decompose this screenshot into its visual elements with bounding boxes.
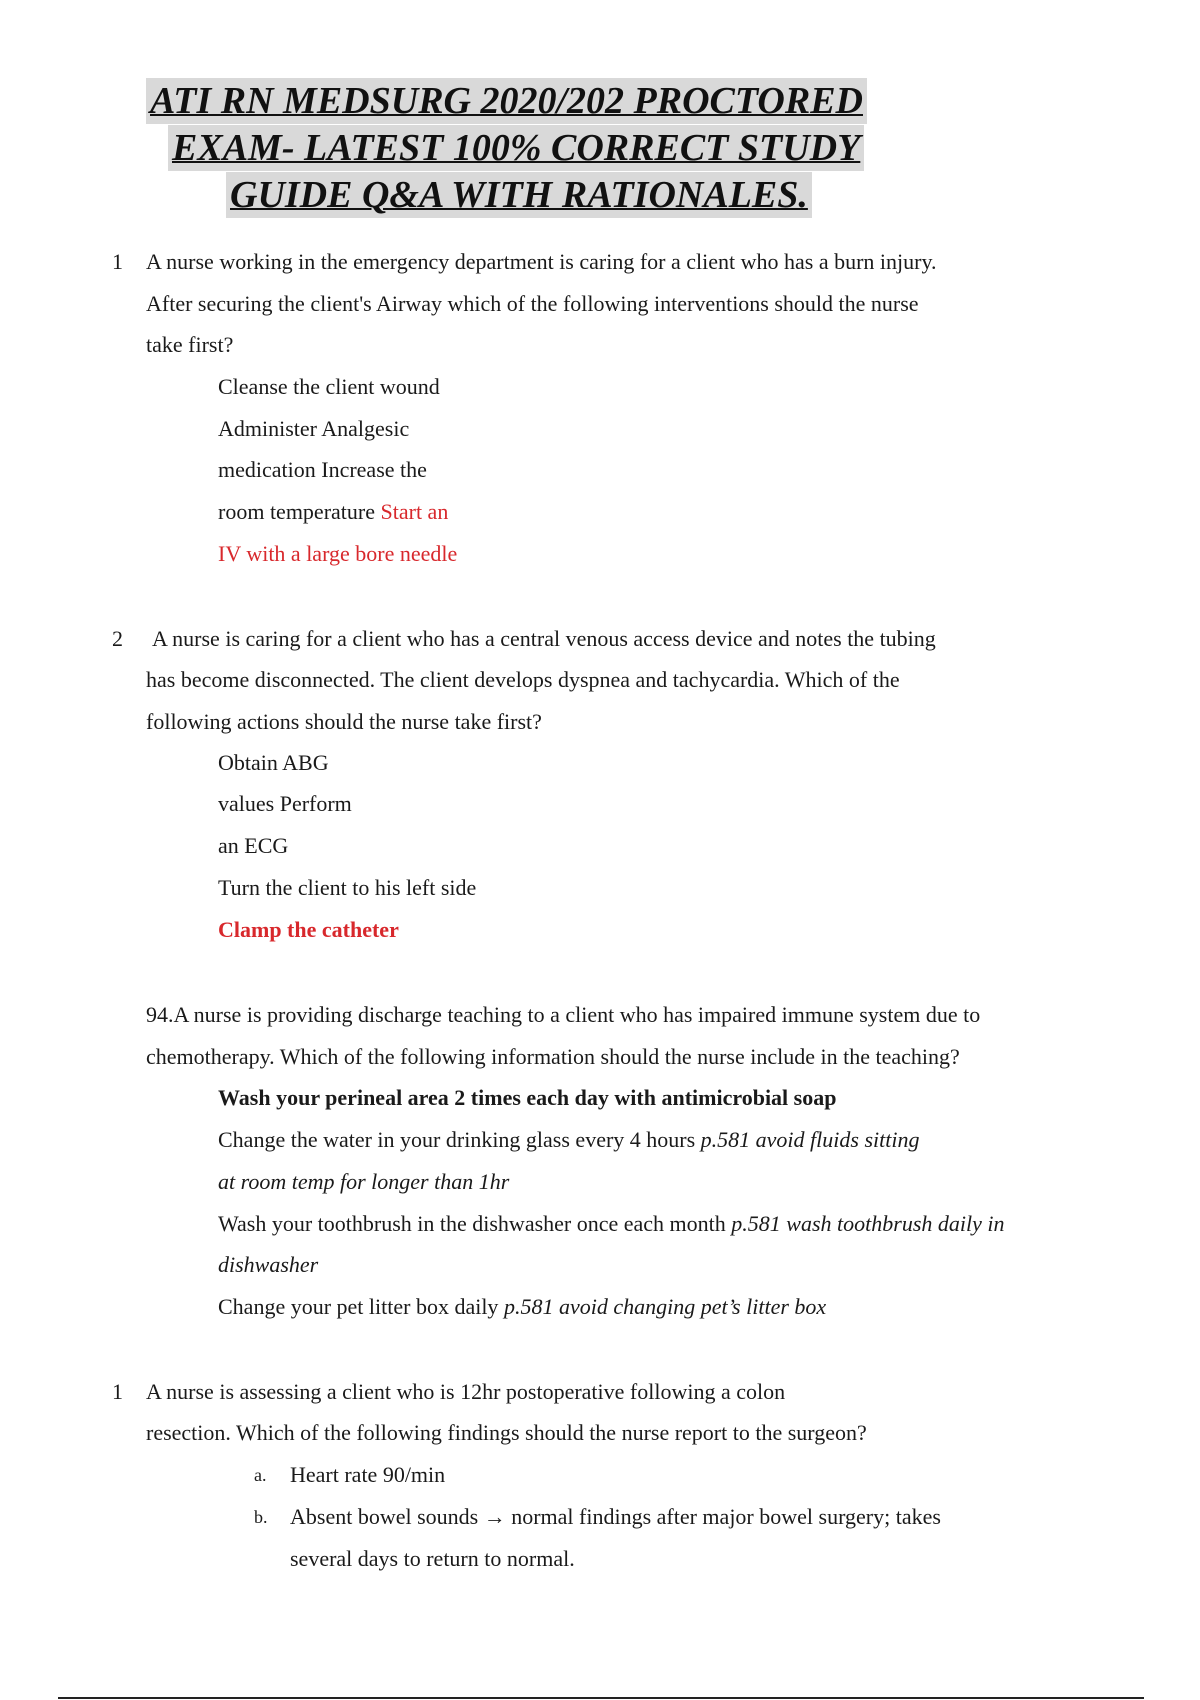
answer-option: medication Increase the — [218, 457, 427, 482]
correct-answer: Clamp the catheter — [218, 917, 399, 942]
answer-option — [218, 1294, 826, 1320]
question-text: resection. Which of the following findings should the nurse report to the surgeon? — [146, 1420, 867, 1445]
question-text: following actions should the nurse take first? — [146, 709, 542, 734]
correct-answer: Wash your perineal area 2 times each day with antimicrobial soap — [218, 1085, 837, 1110]
question-number: 1 — [112, 1379, 123, 1404]
answer-option-continued: several days to return to normal. — [290, 1546, 575, 1571]
answer-option-text: Change the water in your drinking glass every 4 hours — [218, 1127, 701, 1152]
footer-divider — [58, 1697, 1144, 1699]
question-number: 1 — [112, 249, 123, 274]
question-text: A nurse is assessing a client who is 12hr postoperative following a colon — [146, 1379, 786, 1404]
answer-option: Turn the client to his left side — [218, 875, 477, 900]
answer-option: Obtain ABG — [218, 750, 329, 775]
answer-option — [218, 499, 448, 525]
answer-option: values Perform — [218, 791, 352, 816]
answer-option — [218, 1211, 1004, 1237]
question-text: After securing the client's Airway which of the following interventions should the nurse — [146, 291, 919, 316]
rationale-text: dishwasher — [218, 1252, 319, 1277]
question-text: A nurse is caring for a client who has a central venous access device and notes the tubing — [152, 626, 936, 651]
answer-option: an ECG — [218, 833, 289, 858]
question-text: A nurse working in the emergency department is caring for a client who has a burn injury. — [146, 249, 937, 274]
question-text: take first? — [146, 332, 234, 357]
rationale-text: p.581 avoid fluids sitting — [700, 1127, 920, 1152]
question-text: chemotherapy. Which of the following information should the nurse include in the teaching? — [146, 1044, 960, 1069]
answer-option-text: room temperature — [218, 499, 381, 524]
answer-option — [218, 1127, 919, 1153]
answer-option: Cleanse the client wound — [218, 374, 440, 399]
title-line-3: GUIDE Q&A WITH RATIONALES. — [226, 172, 812, 218]
option-letter: b. — [254, 1507, 268, 1527]
answer-option-text: Wash your toothbrush in the dishwasher once each month — [218, 1211, 732, 1236]
option-letter: a. — [254, 1465, 267, 1485]
answer-option: Administer Analgesic — [218, 416, 410, 441]
answer-option: Heart rate 90/min — [290, 1462, 446, 1487]
question-number: 2 — [112, 626, 123, 651]
correct-answer: IV with a large bore needle — [218, 541, 458, 566]
question-text: has become disconnected. The client develops dyspnea and tachycardia. Which of the — [146, 667, 900, 692]
correct-answer: Start an — [380, 499, 449, 524]
answer-option: Absent bowel sounds → normal findings after major bowel surgery; takes — [290, 1504, 941, 1529]
rationale-text: p.581 wash toothbrush daily in — [731, 1211, 1005, 1236]
title-line-1: ATI RN MEDSURG 2020/202 PROCTORED — [146, 78, 867, 124]
answer-option-text: Change your pet litter box daily — [218, 1294, 504, 1319]
rationale-text: at room temp for longer than 1hr — [218, 1169, 510, 1194]
question-text: 94.A nurse is providing discharge teaching to a client who has impaired immune system due to — [146, 1002, 981, 1027]
title-line-2: EXAM- LATEST 100% CORRECT STUDY — [168, 125, 864, 171]
rationale-text: p.581 avoid changing pet’s litter box — [503, 1294, 827, 1319]
